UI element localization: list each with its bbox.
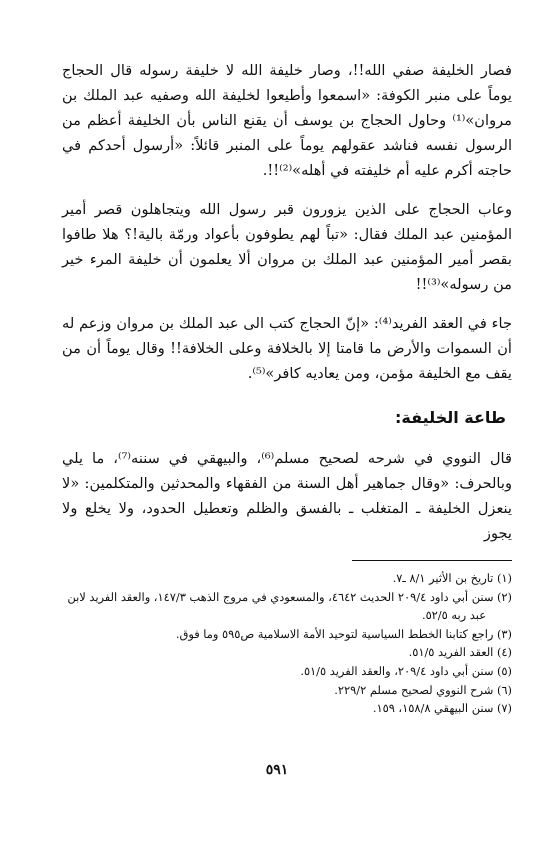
footnote-5: (٥) سنن أبي داود ٢٠٩/٤، والعقد الفريد ٥١/٥. — [300, 663, 512, 678]
section-heading: طاعة الخليفة: — [395, 408, 506, 427]
paragraph-4: قال النووي في شرحه لصحيح مسلم⁽⁶⁾، والبيهقي في سننه⁽⁷⁾، ما يلي وبالحرف: «وقال جماهير أهل السنة من الفقهاء والمحدثين والمتكلمين: «لا ينعزل الخليفة ـ المتغلب ـ بالفسق والظلم وتعطيل الحدود، ولا يخلع ولا يجوز — [62, 450, 512, 542]
footnote-4: (٤) العقد الفريد ٥١/٥. — [408, 645, 512, 660]
footnote-2-continuation: عبد ربه ٥٢/٥. — [421, 608, 486, 623]
footnote-6: (٦) شرح النووي لصحيح مسلم ٢٢٩/٢. — [334, 682, 512, 697]
footnote-7: (٧) سنن البيهقي ١٥٨/٨، ١٥٩. — [372, 701, 512, 716]
page-number: ٥٩١ — [265, 762, 289, 778]
paragraph-3: جاء في العقد الفريد⁽⁴⁾: «إنّ الحجاج كتب الى عبد الملك بن مروان وزعم له أن السموات والأرض ما قامتا إلا بالخلافة وعلى الخلافة!! وقال يوماً أن من يقف مع الخليفة مؤمن، ومن يعاديه كافر»⁽⁵⁾. — [62, 315, 512, 382]
footnote-1: (١) تاريخ بن الأثير ٨/١ ـ٧. — [392, 571, 512, 585]
paragraph-2: وعاب الحجاج على الذين يزورون قبر رسول الله ويتجاهلون قصر أمير المؤمنين عبد الملك فقال: «تباً لهم يطوفون بأعواد ورمّة بالية!؟ هلا طافوا بقصر أمير المؤمنين عبد الملك بن مروان ألا يعلمون أن خليفة المرء خير من رسوله»⁽³⁾!! — [62, 201, 512, 293]
footnotes-list — [62, 569, 512, 718]
footnote-separator — [352, 560, 512, 561]
footnote-2: (٢) سنن أبي داود ٢٠٩/٤ الحديث ٤٦٤٢، والمسعودي في مروج الذهب ١٤٧/٣، والعقد الفريد لابن — [67, 589, 512, 604]
paragraph-1: فصار الخليفة صفي الله!!، وصار خليفة الله لا خليفة رسوله قال الحجاج يوماً على منبر الكوفة: «اسمعوا وأطيعوا لخليفة الله وصفيه عبد الملك بن مروان»⁽¹⁾ وحاول الحجاج بن يوسف أن يقنع الناس بأن الخليفة أعظم من الرسول نفسه فناشد عقولهم يوماً على المنبر قائلاً: «أرسول أحدكم في حاجته أكرم عليه أم خليفته في أهله»⁽²⁾!!. — [62, 62, 512, 179]
page-body — [62, 58, 512, 718]
footnote-3: (٣) راجع كتابنا الخطط السياسية لتوحيد الأمة الاسلامية ص٥٩٥ وما فوق. — [175, 626, 512, 641]
